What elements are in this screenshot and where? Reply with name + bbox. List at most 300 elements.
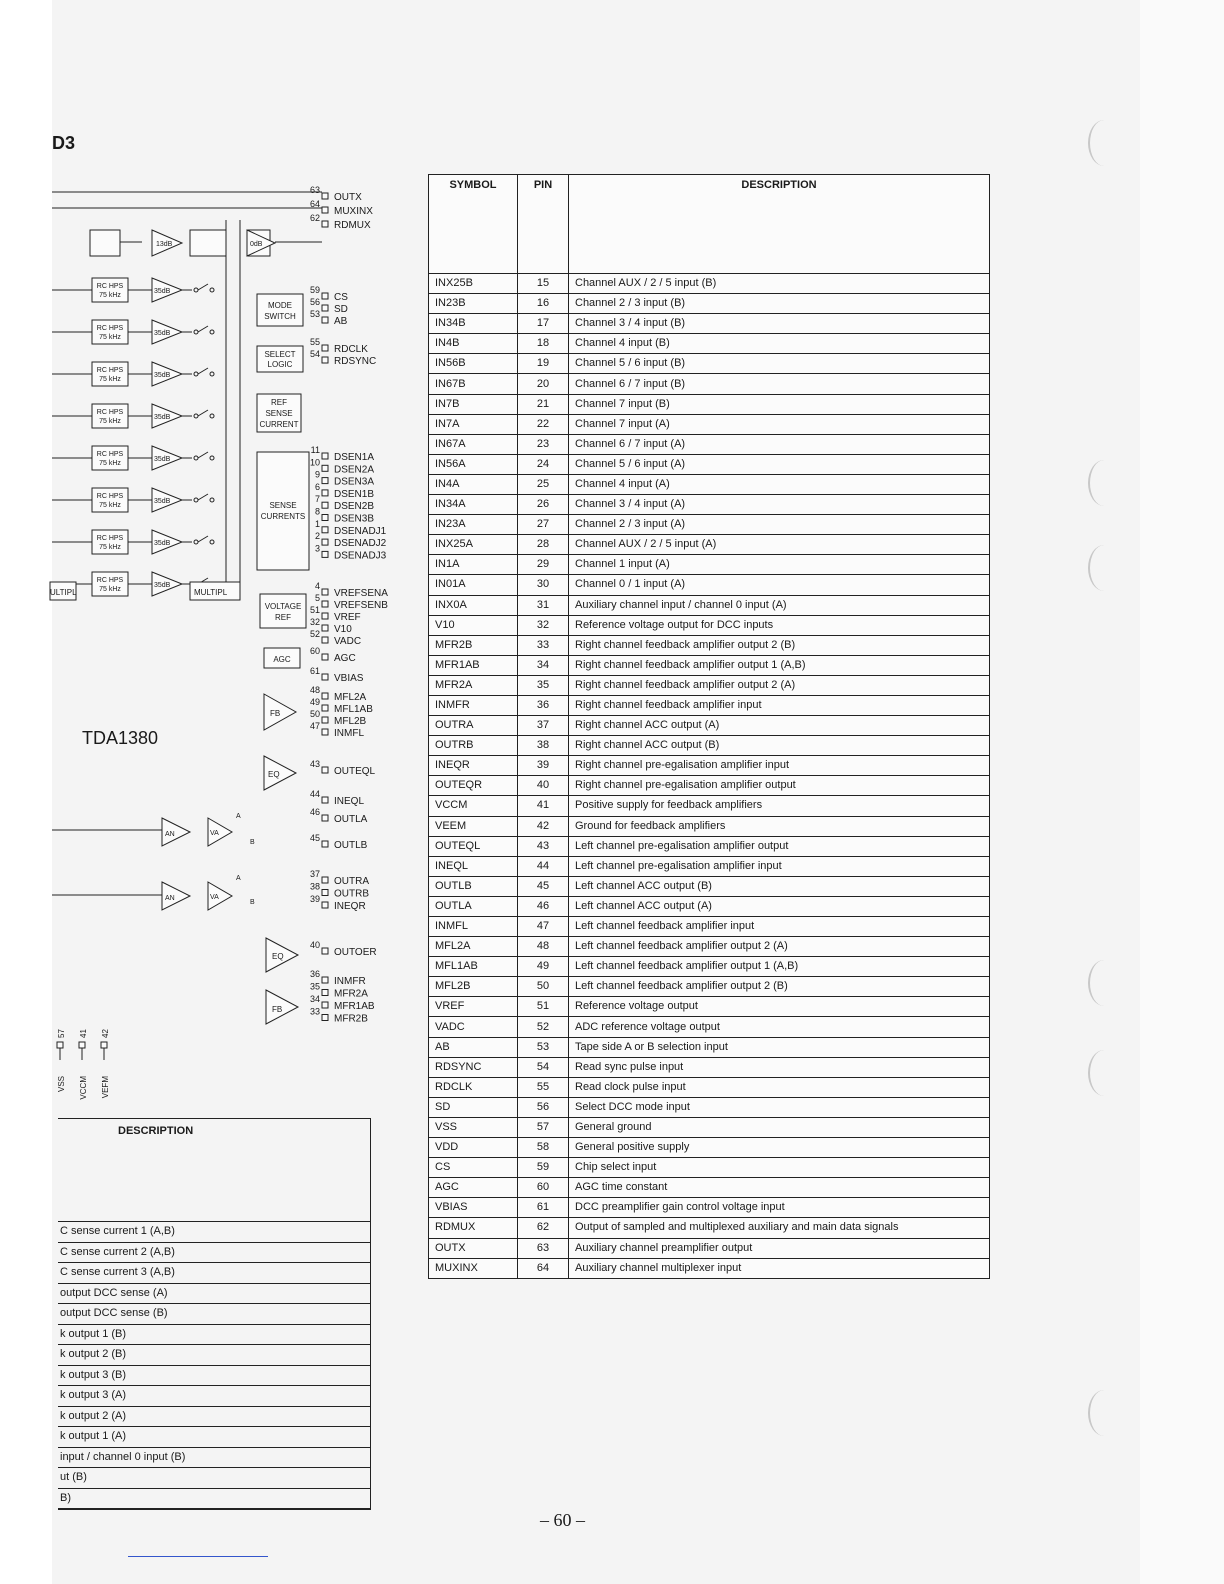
- cell-description: Auxiliary channel input / channel 0 input (A): [569, 595, 990, 615]
- table-row: [429, 374, 990, 394]
- cell-symbol: VEEM: [429, 816, 518, 836]
- cell-pin: 28: [518, 535, 569, 555]
- amp-label: VA: [210, 894, 219, 901]
- cell-symbol: RDCLK: [429, 1077, 518, 1097]
- table-row: [429, 776, 990, 796]
- cell-description: Right channel feedback amplifier output 1 (A,B): [569, 655, 990, 675]
- cell-symbol: IN1A: [429, 555, 518, 575]
- cell-pin: 62: [518, 1218, 569, 1238]
- cell-description: Positive supply for feedback amplifiers: [569, 796, 990, 816]
- pin-name: OUTOER: [334, 947, 377, 958]
- pin-terminal: [322, 990, 328, 996]
- table-row: [429, 1037, 990, 1057]
- cell-symbol: AB: [429, 1037, 518, 1057]
- pin-terminal: [322, 877, 328, 883]
- cell-pin: 18: [518, 334, 569, 354]
- sense-currents-block: [257, 452, 309, 570]
- cell-symbol: MFR1AB: [429, 655, 518, 675]
- pin-name: DSEN1B: [334, 488, 375, 500]
- filter-label: RC HPS: [96, 283, 124, 290]
- switch-contact: [194, 540, 198, 544]
- cell-pin: 43: [518, 836, 569, 856]
- table-row: [429, 414, 990, 434]
- gain-label: 35dB: [154, 330, 171, 337]
- pin-name: VBIAS: [334, 673, 364, 684]
- left-table-row: input / channel 0 input (B): [58, 1448, 370, 1469]
- switch-contact: [194, 372, 198, 376]
- cell-pin: 59: [518, 1158, 569, 1178]
- filter-label: 75 kHz: [99, 292, 121, 299]
- pin-name: MFR2A: [334, 988, 368, 1000]
- table-row: [429, 1017, 990, 1037]
- cell-pin: 53: [518, 1037, 569, 1057]
- pin-number: 47: [309, 721, 320, 731]
- pin-terminal: [322, 527, 328, 533]
- cell-pin: 24: [518, 454, 569, 474]
- pin-terminal: [322, 515, 328, 521]
- filter-label: 75 kHz: [99, 376, 121, 383]
- table-row: [429, 695, 990, 715]
- pin-terminal: [322, 465, 328, 471]
- block-label: SWITCH: [264, 312, 296, 321]
- pin-number: 36: [309, 969, 320, 979]
- pin-number: 62: [309, 213, 320, 223]
- cell-pin: 47: [518, 917, 569, 937]
- pin-terminal: [322, 613, 328, 619]
- cell-pin: 45: [518, 876, 569, 896]
- cell-description: Auxiliary channel multiplexer input: [569, 1258, 990, 1278]
- pin-terminal: [322, 305, 328, 311]
- cell-symbol: VREF: [429, 997, 518, 1017]
- binder-hole: [1088, 460, 1120, 506]
- pin-terminal: [322, 539, 328, 545]
- cell-description: Channel 6 / 7 input (B): [569, 374, 990, 394]
- pin-number: 57: [57, 1029, 66, 1038]
- switch-label: A: [236, 813, 241, 820]
- table-row: [429, 655, 990, 675]
- left-table-row: C sense current 3 (A,B): [58, 1263, 370, 1284]
- cell-pin: 34: [518, 655, 569, 675]
- pin-number: 44: [309, 789, 320, 799]
- table-row: [429, 1158, 990, 1178]
- cell-description: Right channel feedback amplifier output 2 (B): [569, 635, 990, 655]
- pin-number: 49: [309, 697, 320, 707]
- block-label: CURRENTS: [260, 512, 306, 521]
- block-label: SELECT: [264, 350, 296, 359]
- pin-terminal: [322, 902, 328, 908]
- cell-description: Right channel feedback amplifier input: [569, 695, 990, 715]
- table-row: [429, 595, 990, 615]
- pin-name: DSENADJ1: [334, 525, 387, 537]
- cell-description: Channel 2 / 3 input (A): [569, 515, 990, 535]
- cell-symbol: IN7A: [429, 414, 518, 434]
- cell-description: Channel 0 / 1 input (A): [569, 575, 990, 595]
- cell-symbol: MFL2B: [429, 977, 518, 997]
- gain-label: 35dB: [154, 498, 171, 505]
- cell-description: Ground for feedback amplifiers: [569, 816, 990, 836]
- gain-label: 0dB: [250, 241, 263, 248]
- switch-contact: [210, 414, 214, 418]
- pin-terminal: [322, 601, 328, 607]
- switch-contact: [194, 414, 198, 418]
- pin-terminal: [322, 317, 328, 323]
- left-table-row: k output 1 (B): [58, 1325, 370, 1346]
- cell-symbol: INMFL: [429, 917, 518, 937]
- switch-label: B: [250, 899, 255, 906]
- pin-terminal: [322, 674, 328, 680]
- cell-description: ADC reference voltage output: [569, 1017, 990, 1037]
- table-row: [429, 1198, 990, 1218]
- table-row: [429, 274, 990, 294]
- left-table-row: B): [58, 1489, 370, 1510]
- left-table-row: k output 2 (A): [58, 1407, 370, 1428]
- table-row: [429, 876, 990, 896]
- table-row: [429, 294, 990, 314]
- pin-name: INEQR: [334, 901, 366, 912]
- table-row: [429, 836, 990, 856]
- gain-label: 35dB: [154, 414, 171, 421]
- switch-label: A: [236, 875, 241, 882]
- filter-label: 75 kHz: [99, 586, 121, 593]
- cell-symbol: OUTLA: [429, 896, 518, 916]
- cell-pin: 56: [518, 1097, 569, 1117]
- page-right-edge: [1140, 0, 1224, 1584]
- pin-name: OUTRB: [334, 888, 369, 900]
- cell-symbol: OUTX: [429, 1238, 518, 1258]
- table-row: [429, 716, 990, 736]
- switch-arm: [198, 452, 208, 458]
- cell-description: Left channel feedback amplifier output 2 (B): [569, 977, 990, 997]
- block-label: VOLTAGE: [264, 602, 302, 611]
- pin-number: 56: [309, 297, 320, 307]
- block-label: REF: [271, 398, 287, 407]
- table-row: [429, 977, 990, 997]
- pin-name: MFL2A: [334, 692, 367, 703]
- table-row: [429, 555, 990, 575]
- section-label: D3: [52, 133, 76, 153]
- pin-number: 35: [309, 981, 320, 992]
- binder-hole: [1088, 1390, 1120, 1436]
- gain-label: 35dB: [154, 456, 171, 463]
- cell-pin: 64: [518, 1258, 569, 1278]
- cell-pin: 23: [518, 434, 569, 454]
- cell-symbol: INX0A: [429, 595, 518, 615]
- pin-terminal: [322, 345, 328, 351]
- cell-symbol: IN34B: [429, 314, 518, 334]
- pin-name: VCCM: [79, 1076, 88, 1100]
- pin-number: 3: [314, 543, 320, 554]
- cell-symbol: CS: [429, 1158, 518, 1178]
- mode-switch-block: [257, 294, 303, 326]
- footer-link-line: [128, 1556, 268, 1557]
- cell-symbol: INX25A: [429, 535, 518, 555]
- switch-contact: [210, 456, 214, 460]
- cell-pin: 25: [518, 474, 569, 494]
- cell-pin: 50: [518, 977, 569, 997]
- pin-number: 50: [309, 709, 320, 719]
- cell-description: Channel 1 input (A): [569, 555, 990, 575]
- cell-description: Read sync pulse input: [569, 1057, 990, 1077]
- cell-description: Right channel ACC output (B): [569, 736, 990, 756]
- page-left-margin: [0, 0, 52, 1584]
- cell-symbol: INEQL: [429, 856, 518, 876]
- table-row: [429, 535, 990, 555]
- cell-symbol: IN34A: [429, 495, 518, 515]
- table-row: [429, 434, 990, 454]
- cell-symbol: OUTRA: [429, 716, 518, 736]
- cell-description: Auxiliary channel preamplifier output: [569, 1238, 990, 1258]
- amp-label: AN: [165, 831, 175, 838]
- pin-terminal: [322, 948, 328, 954]
- cell-description: Channel AUX / 2 / 5 input (B): [569, 274, 990, 294]
- left-table-row: C sense current 1 (A,B): [58, 1222, 370, 1243]
- block-label: LOGIC: [267, 360, 293, 369]
- pin-number: 6: [314, 481, 320, 492]
- block-label: MODE: [268, 301, 292, 310]
- pin-terminal: [322, 357, 328, 363]
- filter-label: RC HPS: [96, 535, 124, 542]
- pin-terminal: [322, 890, 328, 896]
- cell-symbol: RDSYNC: [429, 1057, 518, 1077]
- binder-hole: [1088, 545, 1120, 591]
- cell-pin: 48: [518, 937, 569, 957]
- left-table-row: output DCC sense (B): [58, 1304, 370, 1325]
- cell-symbol: OUTLB: [429, 876, 518, 896]
- pin-name: VREF: [334, 612, 361, 623]
- pin-name: VREFSENB: [334, 600, 388, 611]
- filter-label: 75 kHz: [99, 544, 121, 551]
- cell-pin: 36: [518, 695, 569, 715]
- cell-description: Channel 7 input (A): [569, 414, 990, 434]
- column-header-pin: PIN: [518, 175, 569, 274]
- pin-terminal: [322, 637, 328, 643]
- pin-number: 55: [309, 337, 320, 347]
- pin-number: 61: [309, 666, 320, 676]
- pin-number: 8: [314, 506, 320, 517]
- cell-symbol: IN4A: [429, 474, 518, 494]
- chip-label: TDA1380: [82, 728, 159, 748]
- cell-description: Select DCC mode input: [569, 1097, 990, 1117]
- cell-description: General ground: [569, 1117, 990, 1137]
- pin-number: 42: [101, 1029, 110, 1038]
- pin-number: 11: [310, 445, 320, 455]
- cell-pin: 15: [518, 274, 569, 294]
- cell-symbol: IN67A: [429, 434, 518, 454]
- cell-symbol: OUTEQR: [429, 776, 518, 796]
- pin-name: AB: [334, 316, 348, 327]
- pin-name: OUTRA: [334, 876, 369, 887]
- pin-number: 45: [309, 833, 320, 843]
- cell-description: Tape side A or B selection input: [569, 1037, 990, 1057]
- pin-terminal: [322, 767, 328, 773]
- cell-symbol: OUTRB: [429, 736, 518, 756]
- table-row: [429, 1238, 990, 1258]
- pin-number: 40: [309, 940, 320, 950]
- cell-symbol: IN7B: [429, 394, 518, 414]
- pin-number: 64: [309, 199, 320, 209]
- page-number: – 60 –: [540, 1510, 585, 1530]
- table-row: [429, 575, 990, 595]
- left-table-row: k output 1 (A): [58, 1427, 370, 1448]
- cell-symbol: SD: [429, 1097, 518, 1117]
- pin-number: 59: [309, 285, 320, 295]
- filter-label: 75 kHz: [99, 502, 121, 509]
- table-row: [429, 937, 990, 957]
- filter-label: RC HPS: [96, 451, 124, 458]
- table-row: [429, 495, 990, 515]
- table-row: [429, 354, 990, 374]
- left-table-row: ut (B): [58, 1468, 370, 1489]
- filter-label: RC HPS: [96, 325, 124, 332]
- pin-number: 1: [314, 518, 320, 529]
- pin-name: DSEN2B: [334, 501, 375, 513]
- pin-name: DSEN2A: [334, 464, 375, 476]
- switch-arm: [198, 284, 208, 290]
- pin-name: INEQL: [334, 796, 365, 807]
- table-row: [429, 394, 990, 414]
- amp-label: VA: [210, 830, 219, 837]
- switch-arm: [198, 410, 208, 416]
- pin-number: 7: [314, 494, 320, 505]
- multiplexer-box: [190, 230, 226, 256]
- switch-arm: [198, 536, 208, 542]
- binder-hole: [1088, 1050, 1120, 1096]
- filter-label: 75 kHz: [99, 460, 121, 467]
- cell-pin: 38: [518, 736, 569, 756]
- cell-pin: 29: [518, 555, 569, 575]
- pin-number: 41: [79, 1029, 88, 1038]
- cell-pin: 52: [518, 1017, 569, 1037]
- cell-description: Left channel feedback amplifier output 2 (A): [569, 937, 990, 957]
- cell-pin: 33: [518, 635, 569, 655]
- cell-pin: 19: [518, 354, 569, 374]
- cell-symbol: INMFR: [429, 695, 518, 715]
- pin-number: 10: [309, 457, 320, 468]
- pin-terminal: [322, 551, 328, 557]
- cell-pin: 54: [518, 1057, 569, 1077]
- table-row: [429, 736, 990, 756]
- cell-pin: 16: [518, 294, 569, 314]
- cell-description: Channel 2 / 3 input (B): [569, 294, 990, 314]
- cell-symbol: OUTEQL: [429, 836, 518, 856]
- switch-contact: [210, 540, 214, 544]
- left-table-row: k output 3 (A): [58, 1386, 370, 1407]
- pin-name: DSENADJ3: [334, 550, 387, 562]
- pin-number: 2: [314, 531, 320, 542]
- table-row: [429, 917, 990, 937]
- pin-number: 60: [309, 646, 320, 656]
- pin-terminal: [322, 490, 328, 496]
- pin-name: VADC: [334, 636, 362, 647]
- cell-description: Left channel pre-egalisation amplifier input: [569, 856, 990, 876]
- pin-name: V10: [334, 624, 352, 635]
- cell-symbol: IN23B: [429, 294, 518, 314]
- amp-label: FB: [272, 1005, 283, 1014]
- block-label: REF: [275, 613, 291, 622]
- gain-label: 13dB: [156, 241, 173, 248]
- table-row: [429, 1138, 990, 1158]
- left-description-table: [58, 1118, 371, 1510]
- pin-terminal: [79, 1042, 85, 1048]
- cell-pin: 58: [518, 1138, 569, 1158]
- block-label: ULTIPL: [50, 588, 77, 597]
- switch-contact: [210, 288, 214, 292]
- cell-description: General positive supply: [569, 1138, 990, 1158]
- left-table-row: k output 3 (B): [58, 1366, 370, 1387]
- column-header-description: DESCRIPTION: [569, 175, 990, 274]
- filter-label: RC HPS: [96, 409, 124, 416]
- cell-description: Chip select input: [569, 1158, 990, 1178]
- pin-name: OUTX: [334, 192, 362, 203]
- table-row: [429, 675, 990, 695]
- table-row: [429, 1218, 990, 1238]
- cell-pin: 32: [518, 615, 569, 635]
- pin-name: AGC: [334, 653, 356, 664]
- cell-symbol: INX25B: [429, 274, 518, 294]
- pin-number: 53: [309, 309, 320, 319]
- pin-name: MFL2B: [334, 716, 367, 727]
- pin-name: INMFL: [334, 728, 364, 739]
- pin-number: 38: [309, 881, 320, 892]
- pin-number: 52: [309, 629, 320, 639]
- table-row: [429, 1077, 990, 1097]
- cell-symbol: IN67B: [429, 374, 518, 394]
- filter-label: RC HPS: [96, 493, 124, 500]
- table-row: [429, 796, 990, 816]
- pin-name: CS: [334, 292, 348, 303]
- cell-pin: 60: [518, 1178, 569, 1198]
- pin-name: OUTLA: [334, 814, 368, 825]
- cell-pin: 44: [518, 856, 569, 876]
- cell-pin: 35: [518, 675, 569, 695]
- pin-name: VEFM: [101, 1076, 110, 1099]
- pin-terminal: [322, 207, 328, 213]
- pin-number: 34: [309, 994, 320, 1004]
- pin-terminal: [322, 717, 328, 723]
- table-row: [429, 334, 990, 354]
- pin-terminal: [322, 654, 328, 660]
- cell-pin: 17: [518, 314, 569, 334]
- pin-terminal: [322, 797, 328, 803]
- cell-description: Reference voltage output: [569, 997, 990, 1017]
- cell-symbol: AGC: [429, 1178, 518, 1198]
- switch-contact: [194, 330, 198, 334]
- table-row: [429, 1057, 990, 1077]
- block-label: MULTIPL: [194, 588, 228, 597]
- switch-contact: [194, 456, 198, 460]
- cell-symbol: INEQR: [429, 756, 518, 776]
- filter-label: 75 kHz: [99, 334, 121, 341]
- pin-number: 51: [309, 605, 320, 615]
- cell-pin: 41: [518, 796, 569, 816]
- cell-symbol: VDD: [429, 1138, 518, 1158]
- pin-name: DSEN1A: [334, 452, 375, 463]
- cell-symbol: VSS: [429, 1117, 518, 1137]
- pin-terminal: [322, 977, 328, 983]
- cell-description: Channel 4 input (B): [569, 334, 990, 354]
- pin-terminal: [322, 293, 328, 299]
- filter-label: RC HPS: [96, 577, 124, 584]
- gain-label: 35dB: [154, 540, 171, 547]
- switch-contact: [210, 498, 214, 502]
- left-table-row: C sense current 2 (A,B): [58, 1243, 370, 1264]
- cell-description: Right channel pre-egalisation amplifier output: [569, 776, 990, 796]
- block-diagram: [50, 180, 472, 1100]
- cell-description: DCC preamplifier gain control voltage input: [569, 1198, 990, 1218]
- cell-symbol: MFR2A: [429, 675, 518, 695]
- cell-pin: 30: [518, 575, 569, 595]
- pin-terminal: [322, 625, 328, 631]
